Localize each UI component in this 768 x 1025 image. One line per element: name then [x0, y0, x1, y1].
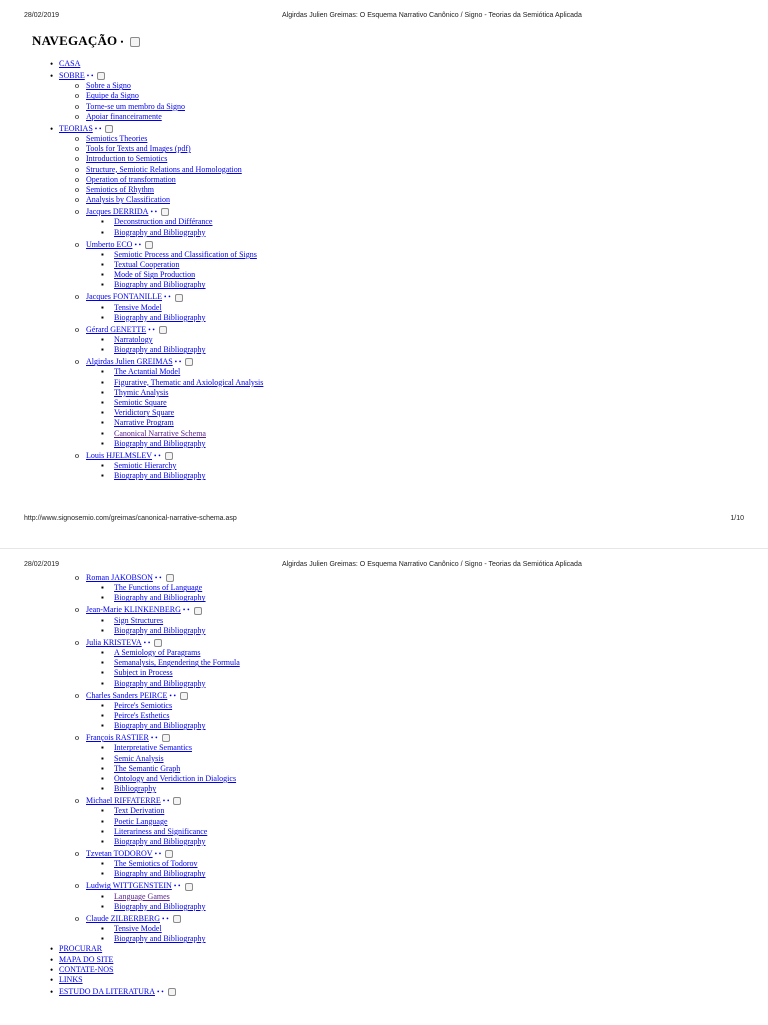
nav-item	[114, 471, 206, 481]
page-header	[24, 12, 744, 24]
navigation-toggle-checkbox[interactable]	[130, 37, 140, 47]
submenu-dots: • •	[150, 734, 158, 743]
nav-item	[114, 461, 176, 471]
list-bullet	[101, 721, 104, 731]
nav-item	[114, 679, 206, 689]
submenu-toggle-checkbox[interactable]	[180, 692, 188, 700]
navigation-heading[interactable]	[32, 33, 140, 49]
nav-link[interactable]: Charles Sanders PEIRCE	[86, 690, 168, 700]
nav-link[interactable]: Ludwig WITTGENSTEIN	[86, 881, 172, 891]
header-date: 28/02/2019	[24, 12, 60, 19]
page-footer	[24, 515, 744, 527]
submenu-toggle-checkbox[interactable]	[165, 850, 173, 858]
nav-link[interactable]: Biography and Bibliography	[114, 593, 206, 603]
submenu-toggle-checkbox[interactable]	[168, 988, 176, 996]
submenu-dots: • •	[182, 606, 190, 615]
nav-link[interactable]: Thymic Analysis	[114, 387, 169, 397]
nav-link[interactable]: Algirdas Julien GREIMAS	[86, 357, 173, 367]
list-bullet	[75, 112, 79, 122]
list-bullet	[101, 869, 104, 879]
nav-link[interactable]: Operation of transformation	[86, 174, 176, 184]
list-bullet	[75, 881, 79, 891]
submenu-dots: • •	[154, 574, 162, 582]
list-bullet	[101, 711, 104, 721]
nav-item	[114, 280, 206, 290]
nav-item	[114, 711, 169, 721]
nav-link[interactable]: A Semiology of Paragrams	[114, 648, 201, 657]
list-bullet	[101, 418, 104, 428]
footer-page-number: 1/10	[730, 515, 744, 522]
nav-link[interactable]: Peirce's Esthetics	[114, 711, 170, 720]
nav-link[interactable]: PROCURAR	[59, 944, 103, 954]
nav-link[interactable]: Ontology and Veridiction in Dialogics	[114, 774, 237, 783]
nav-link[interactable]: MAPA DO SITE	[59, 954, 114, 964]
submenu-toggle-checkbox[interactable]	[165, 452, 173, 460]
nav-item	[114, 408, 174, 418]
nav-item	[59, 987, 176, 997]
nav-link[interactable]: Tensive Model	[114, 924, 162, 933]
list-bullet	[101, 367, 104, 377]
nav-item	[114, 721, 206, 731]
nav-item	[114, 429, 206, 439]
nav-link[interactable]: Michael RIFFATERRE	[86, 796, 161, 806]
list-bullet	[101, 648, 104, 658]
list-bullet	[101, 398, 104, 408]
nav-link[interactable]: Jean-Marie KLINKENBERG	[86, 605, 181, 615]
nav-link[interactable]: Louis HJELMSLEV	[86, 450, 152, 460]
list-bullet	[101, 658, 104, 668]
nav-item	[114, 583, 202, 593]
nav-link[interactable]: Text Derivation	[114, 806, 165, 816]
nav-link[interactable]: Biography and Bibliography	[114, 934, 206, 944]
nav-link[interactable]: Semiotic Square	[114, 398, 167, 407]
nav-link[interactable]: Bibliography	[114, 784, 157, 794]
list-bullet	[101, 335, 104, 345]
nav-link[interactable]: Poetic Language	[114, 816, 168, 826]
list-bullet	[75, 914, 79, 924]
nav-item	[114, 378, 263, 388]
nav-item	[86, 638, 162, 648]
nav-link[interactable]: Language Games	[114, 891, 170, 901]
nav-link[interactable]: Biography and Bibliography	[114, 721, 206, 731]
list-bullet	[101, 784, 104, 794]
submenu-toggle-checkbox[interactable]	[173, 915, 181, 923]
list-bullet	[101, 764, 104, 774]
nav-item	[86, 144, 191, 154]
nav-item	[114, 701, 172, 711]
list-bullet	[75, 605, 79, 615]
nav-item	[114, 335, 153, 345]
nav-link[interactable]: Biography and Bibliography	[114, 625, 206, 635]
nav-link[interactable]: Narrative Program	[114, 418, 174, 428]
footer-url: http://www.signosemio.com/greimas/canonical-narrative-schema.asp	[24, 515, 237, 522]
submenu-toggle-checkbox[interactable]	[154, 639, 162, 647]
list-bullet	[101, 270, 104, 280]
nav-link[interactable]: Structure, Semiotic Relations and Homologation	[86, 164, 242, 174]
nav-item	[114, 902, 206, 912]
nav-item	[86, 91, 139, 101]
nav-link[interactable]: Biography and Bibliography	[114, 471, 206, 481]
nav-link[interactable]: Literariness and Significance	[114, 826, 208, 836]
list-bullet	[101, 827, 104, 837]
nav-item	[59, 124, 113, 134]
nav-item	[114, 827, 207, 837]
submenu-toggle-checkbox[interactable]	[105, 125, 113, 133]
nav-link[interactable]: Subject in Process	[114, 668, 173, 678]
nav-link[interactable]: Sobre a Signo	[86, 81, 131, 91]
list-bullet	[101, 924, 104, 934]
submenu-toggle-checkbox[interactable]	[159, 326, 167, 334]
list-bullet	[50, 59, 53, 70]
nav-link[interactable]: LINKS	[59, 975, 83, 984]
submenu-toggle-checkbox[interactable]	[175, 294, 183, 302]
submenu-toggle-checkbox[interactable]	[185, 883, 193, 891]
submenu-dots: • •	[157, 988, 164, 996]
submenu-toggle-checkbox[interactable]	[162, 734, 170, 742]
nav-item	[114, 837, 206, 847]
navigation-label: NAVEGAÇÃO	[32, 33, 118, 48]
list-bullet	[101, 439, 104, 449]
nav-item	[86, 154, 167, 164]
nav-link[interactable]: Figurative, Thematic and Axiological Analysis	[114, 377, 264, 387]
list-bullet	[101, 626, 104, 636]
list-bullet	[50, 975, 53, 986]
list-bullet	[75, 185, 79, 195]
nav-item	[59, 965, 113, 975]
nav-item	[114, 228, 206, 238]
nav-link[interactable]: Semiotics of Rhythm	[86, 185, 154, 194]
list-bullet	[75, 451, 79, 461]
nav-link[interactable]: Torne-se um membro da Signo	[86, 101, 185, 111]
nav-item	[59, 71, 105, 81]
submenu-dots: • •	[162, 797, 170, 806]
list-bullet	[101, 616, 104, 626]
list-bullet	[75, 134, 79, 144]
nav-link[interactable]: Semic Analysis	[114, 753, 164, 763]
list-bullet	[101, 303, 104, 313]
nav-item	[86, 691, 188, 701]
nav-item	[114, 743, 192, 753]
nav-link[interactable]: Textual Cooperation	[114, 260, 180, 269]
list-bullet	[75, 91, 79, 101]
list-bullet	[75, 733, 79, 743]
nav-item	[86, 102, 185, 112]
submenu-dots: • •	[94, 124, 102, 133]
nav-link[interactable]: Canonical Narrative Schema	[114, 428, 206, 438]
nav-link[interactable]: ESTUDO DA LITERATURA	[59, 987, 155, 996]
submenu-toggle-checkbox[interactable]	[173, 797, 181, 805]
nav-item	[59, 955, 113, 965]
list-bullet	[101, 217, 104, 227]
list-bullet	[101, 934, 104, 944]
list-bullet	[75, 102, 79, 112]
nav-item	[114, 892, 170, 902]
nav-link[interactable]: Biography and Bibliography	[114, 869, 206, 879]
nav-item	[59, 59, 80, 69]
submenu-toggle-checkbox[interactable]	[185, 358, 193, 366]
submenu-toggle-checkbox[interactable]	[145, 241, 153, 249]
list-bullet	[101, 892, 104, 902]
list-bullet	[101, 280, 104, 290]
nav-item	[114, 260, 179, 270]
list-bullet	[75, 195, 79, 205]
list-bullet	[75, 154, 79, 164]
nav-item	[114, 806, 164, 816]
nav-item	[114, 754, 164, 764]
nav-link[interactable]: Biography and Bibliography	[114, 312, 206, 322]
submenu-toggle-checkbox[interactable]	[194, 607, 202, 615]
nav-item	[86, 605, 202, 615]
submenu-dots: • •	[86, 72, 94, 80]
list-bullet	[101, 593, 104, 603]
nav-item	[86, 134, 147, 144]
list-bullet	[50, 987, 53, 998]
nav-item	[114, 418, 174, 428]
nav-item	[86, 573, 174, 583]
list-bullet	[101, 679, 104, 689]
list-bullet	[101, 743, 104, 753]
list-bullet	[75, 796, 79, 806]
nav-link[interactable]: Biography and Bibliography	[114, 227, 206, 237]
list-bullet	[75, 638, 79, 648]
nav-link[interactable]: CONTATE-NOS	[59, 964, 114, 974]
nav-item	[114, 764, 180, 774]
nav-item	[114, 398, 167, 408]
nav-link[interactable]: Peirce's Semiotics	[114, 700, 173, 710]
nav-item	[114, 859, 198, 869]
nav-link[interactable]: Semiotics Theories	[86, 134, 148, 143]
nav-item	[86, 292, 183, 302]
nav-item	[86, 195, 170, 205]
nav-link[interactable]: CASA	[59, 59, 81, 68]
list-bullet	[50, 71, 53, 82]
nav-item	[114, 934, 206, 944]
nav-item	[86, 914, 181, 924]
nav-item	[86, 733, 170, 743]
nav-item	[86, 357, 193, 367]
pdf-page-2	[0, 548, 768, 1025]
nav-item	[114, 869, 206, 879]
nav-item	[114, 303, 162, 313]
nav-item	[114, 439, 206, 449]
nav-link[interactable]: Biography and Bibliography	[114, 901, 206, 911]
nav-item	[86, 185, 154, 195]
list-bullet	[101, 461, 104, 471]
nav-link[interactable]: Mode of Sign Production	[114, 270, 196, 280]
nav-link[interactable]: Biography and Bibliography	[114, 345, 206, 355]
nav-item	[114, 345, 206, 355]
nav-item	[114, 250, 257, 260]
nav-link[interactable]: Jacques FONTANILLE	[86, 292, 163, 302]
nav-link[interactable]: Veridictory Square	[114, 408, 175, 418]
submenu-dots: • •	[164, 293, 171, 302]
nav-link[interactable]: The Actantial Model	[114, 367, 181, 377]
nav-item	[114, 817, 168, 827]
nav-item	[86, 240, 153, 250]
nav-link[interactable]: Introduction to Semiotics	[86, 154, 168, 164]
nav-link[interactable]: Umberto ECO	[86, 239, 133, 249]
nav-item	[59, 975, 83, 985]
list-bullet	[75, 357, 79, 367]
submenu-dots: • •	[143, 638, 151, 647]
list-bullet	[101, 429, 104, 439]
list-bullet	[101, 668, 104, 678]
list-bullet	[50, 124, 53, 135]
nav-link[interactable]: Julia KRISTEVA	[86, 637, 142, 647]
submenu-dots: • •	[174, 358, 182, 367]
list-bullet	[101, 774, 104, 784]
nav-link[interactable]: Interpretative Semantics	[114, 743, 192, 753]
nav-item	[86, 81, 131, 91]
list-bullet	[75, 325, 79, 335]
submenu-toggle-checkbox[interactable]	[97, 72, 105, 80]
list-bullet	[101, 817, 104, 827]
nav-item	[114, 626, 206, 636]
list-bullet	[75, 81, 79, 91]
page-header	[24, 561, 744, 573]
list-bullet	[101, 345, 104, 355]
nav-item	[86, 325, 167, 335]
nav-link[interactable]: Biography and Bibliography	[114, 837, 206, 846]
header-date: 28/02/2019	[24, 561, 60, 568]
nav-link[interactable]: Equipe da Signo	[86, 91, 139, 101]
submenu-dots: • •	[154, 451, 161, 460]
list-bullet	[101, 388, 104, 398]
nav-link[interactable]: Jacques DERRIDA	[86, 207, 149, 217]
submenu-dots: • •	[154, 850, 162, 858]
list-bullet	[75, 207, 79, 217]
list-bullet	[101, 471, 104, 481]
list-bullet	[101, 228, 104, 238]
nav-link[interactable]: Biography and Bibliography	[114, 280, 206, 290]
header-title: Algirdas Julien Greimas: O Esquema Narrativo Canônico / Signo - Teorias da Semiótica Aplicada	[282, 12, 582, 19]
nav-link[interactable]: Roman JAKOBSON	[86, 573, 153, 582]
list-bullet	[101, 902, 104, 912]
nav-link[interactable]: Biography and Bibliography	[114, 438, 206, 448]
nav-link[interactable]: The Functions of Language	[114, 583, 203, 593]
nav-item	[114, 388, 168, 398]
nav-link[interactable]: François RASTIER	[86, 733, 149, 743]
submenu-toggle-checkbox[interactable]	[161, 208, 169, 216]
nav-item	[86, 112, 162, 122]
submenu-dots: • •	[169, 691, 176, 700]
list-bullet	[101, 260, 104, 270]
submenu-dots: • •	[162, 914, 169, 923]
nav-item	[59, 944, 102, 954]
list-bullet	[75, 691, 79, 701]
nav-item	[114, 668, 173, 678]
nav-link[interactable]: Narratology	[114, 335, 153, 344]
list-bullet	[101, 701, 104, 711]
nav-item	[114, 593, 206, 603]
list-bullet	[101, 378, 104, 388]
nav-item	[86, 796, 181, 806]
nav-item	[86, 175, 176, 185]
submenu-dots: • •	[173, 882, 181, 891]
nav-item	[114, 924, 162, 934]
nav-link[interactable]: Semanalysis, Engendering the Formula	[114, 658, 240, 668]
submenu-dots: • •	[150, 208, 158, 217]
nav-link[interactable]: Tools for Texts and Images (pdf)	[86, 144, 191, 154]
nav-link[interactable]: Semiotic Process and Classification of Signs	[114, 249, 257, 259]
nav-link[interactable]: Apoiar financeiramente	[86, 111, 162, 121]
list-bullet	[101, 754, 104, 764]
nav-item	[86, 207, 169, 217]
nav-item	[114, 784, 156, 794]
list-bullet	[75, 165, 79, 175]
list-bullet	[101, 408, 104, 418]
nav-link[interactable]: Tzvetan TODOROV	[86, 849, 153, 858]
nav-item	[114, 367, 180, 377]
nav-item	[86, 849, 173, 859]
nav-item	[114, 658, 240, 668]
list-bullet	[75, 292, 79, 302]
nav-link[interactable]: Gérard GENETTE	[86, 324, 147, 334]
nav-link[interactable]: Analysis by Classification	[86, 195, 170, 205]
nav-link[interactable]: TEORIAS	[59, 123, 93, 133]
nav-item	[114, 270, 195, 280]
nav-item	[86, 881, 193, 891]
nav-item	[86, 451, 173, 461]
nav-item	[86, 165, 242, 175]
list-bullet	[75, 573, 79, 583]
nav-link[interactable]: The Semiotics of Todorov	[114, 859, 198, 869]
nav-item	[114, 313, 206, 323]
nav-link[interactable]: The Semantic Graph	[114, 763, 181, 773]
nav-item	[114, 616, 163, 626]
list-bullet	[75, 849, 79, 859]
nav-link[interactable]: Semiotic Hierarchy	[114, 461, 177, 470]
submenu-dots: • •	[148, 325, 155, 334]
nav-link[interactable]: Biography and Bibliography	[114, 678, 206, 688]
list-bullet	[101, 806, 104, 816]
list-bullet	[75, 175, 79, 185]
list-bullet	[101, 859, 104, 869]
submenu-dots: • •	[134, 240, 142, 249]
nav-link[interactable]: Tensive Model	[114, 302, 162, 312]
list-bullet	[101, 250, 104, 260]
header-title: Algirdas Julien Greimas: O Esquema Narrativo Canônico / Signo - Teorias da Semiótica Aplicada	[282, 561, 582, 568]
nav-item	[114, 217, 212, 227]
list-bullet	[75, 144, 79, 154]
submenu-toggle-checkbox[interactable]	[166, 574, 174, 582]
list-bullet	[75, 240, 79, 250]
nav-link[interactable]: SOBRE	[59, 71, 85, 80]
nav-item	[114, 648, 200, 658]
nav-dots: •	[120, 37, 124, 47]
nav-link[interactable]: Claude ZILBERBERG	[86, 913, 160, 923]
nav-link[interactable]: Sign Structures	[114, 615, 164, 625]
nav-link[interactable]: Deconstruction and Différance	[114, 217, 213, 227]
list-bullet	[101, 837, 104, 847]
list-bullet	[101, 313, 104, 323]
nav-item	[114, 774, 236, 784]
list-bullet	[101, 583, 104, 593]
